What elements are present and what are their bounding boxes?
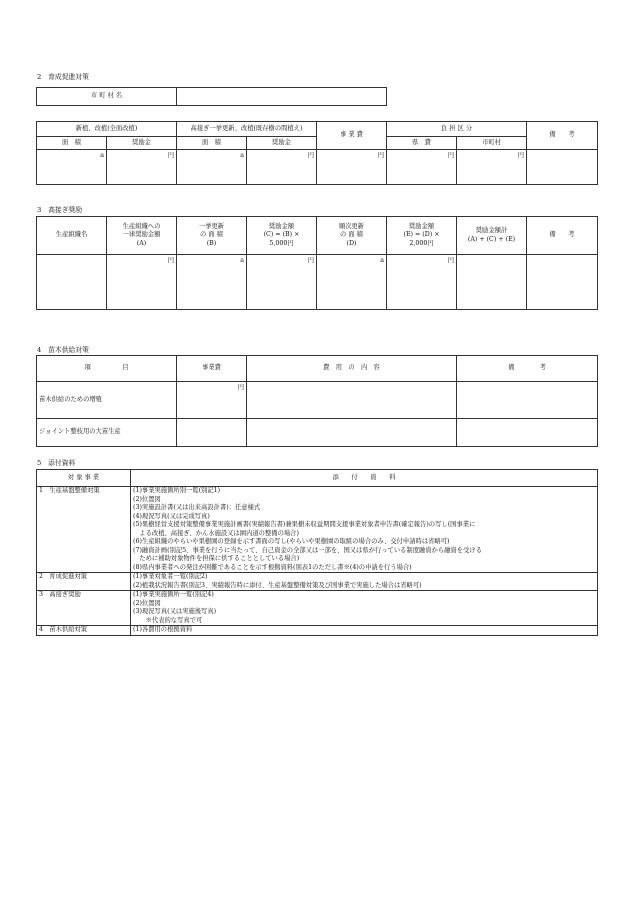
doc-item: (3)実施設計書(又は出来高設計書)：任意様式 [133,504,261,511]
header-burden: 負 担 区 分 [387,122,527,137]
cell-prefecture[interactable]: 円 [387,150,457,185]
cell-d[interactable]: a [317,255,387,310]
header-org: 生産組織名 [37,217,107,255]
doc-item: (2)位置図 [133,495,161,503]
doc-item: (6)生産組織のやらいや果樹園の登録を示す書面の写し(やらいや果樹園の取組の場合のみ、交付申請時は省略可) [133,538,450,545]
cell-remarks[interactable] [527,255,598,310]
doc-item: (1)事業対象者一覧(別記2) [133,573,208,580]
municipality-label: 市 町 村 名 [37,88,177,106]
doc-item: (4)現況写真(又は完成写真) [133,512,210,520]
attachments-table [36,469,598,636]
cell-remarks[interactable] [527,150,598,185]
header-b: 一挙更新 の 面 積 (B) [177,217,247,255]
header-cost: 事 業 費 [317,122,387,150]
doc-item: よる改植、高接ぎ、かん水施設又は園内道の整備の場合) [133,529,299,537]
header-incentive-2: 奨励金 [247,137,317,150]
docs-seedling [131,626,598,636]
section-4-title: 4 苗木供給対策 [37,346,89,354]
doc-item: (2)位置図 [133,599,161,607]
docs-grafting [131,591,598,626]
cell-cost[interactable]: 円 [317,150,387,185]
municipality-value[interactable] [177,88,387,106]
doc-item: (2)植栽状況報告書(別記3、実績報告時に添付、生産基盤整備対策及び国事業で実施した場合は省略可) [133,581,422,589]
seedling-table [36,355,598,447]
section-5-title: 5 添付資料 [37,459,76,467]
docs-promotion [131,573,598,591]
cell-cost-2[interactable] [177,419,247,447]
row-joint-seedlings: ジョイント整枝用の大苗生産 [37,419,177,447]
cell-content-2[interactable] [247,419,457,447]
header-c: 奨励金額 (C) = (B) × 5,000円 [247,217,317,255]
header-area: 面 積 [37,137,107,150]
header-remarks: 備 考 [527,122,598,150]
header-grafting: 高接ぎ一挙更新、改植(既存樹の間植え) [177,122,317,137]
header-total: 奨励金額計 (A) + (C) + (E) [457,217,527,255]
docs-infrastructure [131,487,598,573]
cell-c[interactable]: 円 [247,255,317,310]
cell-a[interactable]: 円 [107,255,177,310]
municipality-table [36,87,387,106]
header-e: 奨励金額 (E) = (D) × 2,000円 [387,217,457,255]
cell-e[interactable]: 円 [387,255,457,310]
cell-content-1[interactable] [247,382,457,419]
header-docs: 添 付 資 料 [131,470,598,487]
cell-b[interactable]: a [177,255,247,310]
header-a: 生産組織への 一律奨励金額 (A) [107,217,177,255]
cell-total[interactable] [457,255,527,310]
section-3-title: 3 高接ぎ奨励 [37,206,83,214]
doc-item: (7)融資計画(別記5、事業を行うに当たって、自己資金の全部又は一部を、国又は県が行っている制度融資から融資を受ける [133,546,482,554]
cell-incentive-2[interactable]: 円 [247,150,317,185]
doc-item: (3)現況写真(又は実施後写真) [133,608,217,615]
header-cost: 事業費 [177,356,247,382]
section-2-title: 2 育成促進対策 [37,73,89,81]
header-item: 項 目 [37,356,177,382]
header-prefecture: 県 費 [387,137,457,150]
header-target: 対 象 事 業 [37,470,131,487]
doc-item: (1)事業実施箇所一覧(別記4) [133,591,214,598]
cell-org[interactable] [37,255,107,310]
doc-item: (5)果樹経営支援対策整備事業実施計画書(実績報告書)兼果樹未収益期間支援事業対象者申告書(確定報告)の写し(国事業に [133,521,476,528]
grafting-table [36,216,598,310]
cell-municipality[interactable]: 円 [457,150,527,185]
target-grafting: 3 高接ぎ奨励 [37,591,131,626]
header-incentive: 奨励金 [107,137,177,150]
cell-remarks-2[interactable] [457,419,598,447]
header-remarks: 備 考 [457,356,598,382]
cell-incentive[interactable]: 円 [107,150,177,185]
target-promotion: 2 育成促進対策 [37,573,131,591]
doc-item: (8)県内事業者への発注が困難であることを示す根拠資料(別表1のただし書※(4)の申請を行う場合) [133,563,412,571]
header-remarks: 備 考 [527,217,598,255]
header-content: 費 用 の 内 容 [247,356,457,382]
header-area-2: 面 積 [177,137,247,150]
cell-cost-1[interactable]: 円 [177,382,247,419]
header-renewal: 新植、改植(全面改植) [37,122,177,137]
header-d: 順次更新 の 面 積 (D) [317,217,387,255]
target-seedling: 4 苗木供給対策 [37,626,131,636]
header-municipality: 市町村 [457,137,527,150]
doc-item: ※代表的な写真で可 [133,616,203,624]
cell-area-2[interactable]: a [177,150,247,185]
doc-item: (1)事業実施箇所別一覧(別記1) [133,487,221,494]
target-infrastructure: 1 生産基盤整備対策 [37,487,131,573]
promotion-table [36,121,598,185]
row-propagation: 苗木供給のための増殖 [37,382,177,419]
doc-item: ために補助対象物件を担保に供することとしている場合) [133,555,300,562]
cell-remarks-1[interactable] [457,382,598,419]
cell-area[interactable]: a [37,150,107,185]
doc-item: (1)各費用の根拠資料 [133,626,193,633]
